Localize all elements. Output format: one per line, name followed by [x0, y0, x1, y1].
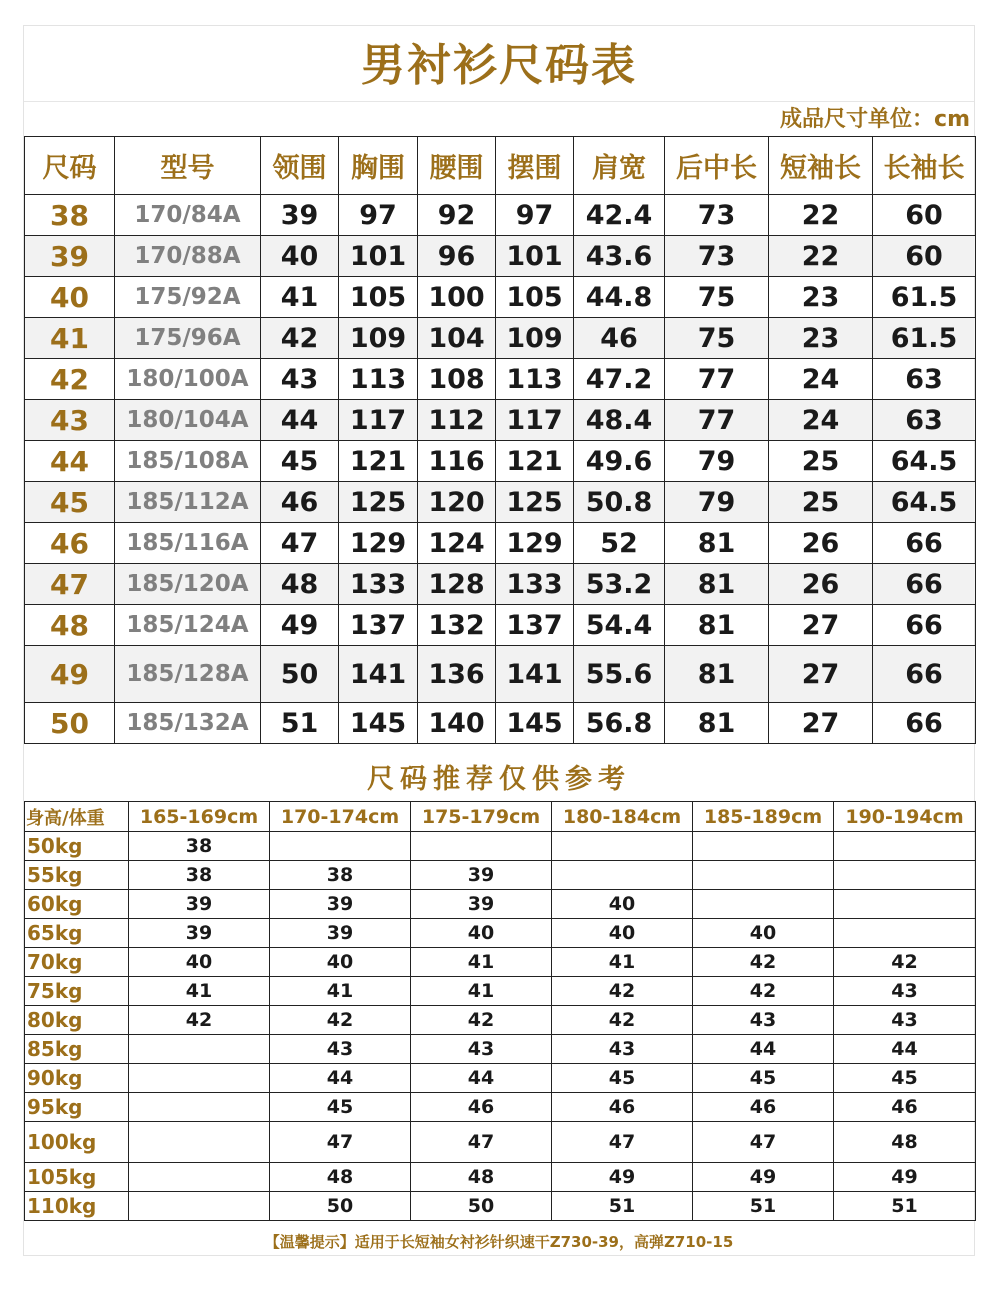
measure-cell: 97: [339, 195, 418, 236]
size-table: [24, 136, 976, 744]
recommended-size-cell: 45: [834, 1064, 976, 1093]
model-cell: 185/124A: [115, 605, 261, 646]
recommended-size-cell: 50: [270, 1192, 411, 1221]
table-row: [25, 236, 976, 277]
measure-cell: 100: [418, 277, 496, 318]
measure-cell: 132: [418, 605, 496, 646]
measure-cell: 23: [769, 277, 873, 318]
size-cell: 46: [25, 523, 115, 564]
measure-cell: 40: [261, 236, 339, 277]
size-cell: 38: [25, 195, 115, 236]
recommended-size-cell: 38: [129, 832, 270, 861]
weight-cell: 80kg: [25, 1006, 129, 1035]
measure-cell: 101: [339, 236, 418, 277]
measure-cell: 64.5: [873, 482, 976, 523]
measure-cell: 63: [873, 359, 976, 400]
measure-cell: 141: [496, 646, 574, 703]
measure-cell: 56.8: [574, 703, 665, 744]
weight-cell: 70kg: [25, 948, 129, 977]
measure-cell: 105: [339, 277, 418, 318]
measure-cell: 81: [665, 703, 769, 744]
title-divider: [24, 101, 974, 102]
recommended-size-cell: 43: [834, 1006, 976, 1035]
recommended-size-cell: 43: [834, 977, 976, 1006]
recommended-size-cell: 41: [129, 977, 270, 1006]
recommended-size-cell: 42: [411, 1006, 552, 1035]
recommended-size-cell: 43: [411, 1035, 552, 1064]
measure-cell: 64.5: [873, 441, 976, 482]
recommended-size-cell: 43: [693, 1006, 834, 1035]
recommended-size-cell: [129, 1192, 270, 1221]
recommended-size-cell: [693, 832, 834, 861]
recommended-size-cell: 51: [834, 1192, 976, 1221]
measure-cell: 22: [769, 195, 873, 236]
weight-cell: 75kg: [25, 977, 129, 1006]
table-row: [25, 1122, 976, 1163]
weight-cell: 95kg: [25, 1093, 129, 1122]
size-header-cell: 长袖长: [873, 137, 976, 195]
recommended-size-cell: 47: [552, 1122, 693, 1163]
measure-cell: 53.2: [574, 564, 665, 605]
measure-cell: 129: [339, 523, 418, 564]
measure-cell: 101: [496, 236, 574, 277]
measure-cell: 121: [496, 441, 574, 482]
measure-cell: 60: [873, 195, 976, 236]
table-row: [25, 1163, 976, 1192]
measure-cell: 129: [496, 523, 574, 564]
table-row: [25, 1093, 976, 1122]
table-row: [25, 482, 976, 523]
recommended-size-cell: 39: [411, 861, 552, 890]
measure-cell: 116: [418, 441, 496, 482]
recommended-size-cell: [270, 832, 411, 861]
recommended-size-cell: [834, 919, 976, 948]
size-header-cell: 腰围: [418, 137, 496, 195]
measure-cell: 140: [418, 703, 496, 744]
recommended-size-cell: 40: [552, 890, 693, 919]
measure-cell: 133: [339, 564, 418, 605]
recommended-size-cell: 41: [411, 977, 552, 1006]
table-row: [25, 948, 976, 977]
size-cell: 49: [25, 646, 115, 703]
recommended-size-cell: 40: [552, 919, 693, 948]
recommended-size-cell: 41: [552, 948, 693, 977]
recommended-size-cell: [834, 890, 976, 919]
measure-cell: 73: [665, 236, 769, 277]
height-range-header: 165-169cm: [129, 802, 270, 832]
model-cell: 170/84A: [115, 195, 261, 236]
recommended-size-cell: 42: [693, 948, 834, 977]
recommended-size-cell: 47: [693, 1122, 834, 1163]
measure-cell: 47.2: [574, 359, 665, 400]
weight-cell: 105kg: [25, 1163, 129, 1192]
measure-cell: 81: [665, 564, 769, 605]
measure-cell: 26: [769, 564, 873, 605]
recommended-size-cell: 45: [552, 1064, 693, 1093]
model-cell: 185/120A: [115, 564, 261, 605]
measure-cell: 43.6: [574, 236, 665, 277]
recommended-size-cell: 39: [270, 890, 411, 919]
recommended-size-cell: [552, 832, 693, 861]
measure-cell: 42.4: [574, 195, 665, 236]
recommended-size-cell: 42: [693, 977, 834, 1006]
measure-cell: 49.6: [574, 441, 665, 482]
recommended-size-cell: 41: [411, 948, 552, 977]
recommended-size-cell: 48: [270, 1163, 411, 1192]
recommended-size-cell: 40: [411, 919, 552, 948]
measure-cell: 45: [261, 441, 339, 482]
measure-cell: 63: [873, 400, 976, 441]
measure-cell: 46: [261, 482, 339, 523]
height-weight-corner: 身高/体重: [25, 802, 129, 832]
size-cell: 43: [25, 400, 115, 441]
table-row: [25, 1064, 976, 1093]
recommended-size-cell: 41: [270, 977, 411, 1006]
table-row: [25, 977, 976, 1006]
measure-cell: 55.6: [574, 646, 665, 703]
measure-cell: 66: [873, 564, 976, 605]
height-range-header: 175-179cm: [411, 802, 552, 832]
model-cell: 170/88A: [115, 236, 261, 277]
model-cell: 175/96A: [115, 318, 261, 359]
recommended-size-cell: [129, 1064, 270, 1093]
weight-cell: 50kg: [25, 832, 129, 861]
recommended-size-cell: 42: [552, 1006, 693, 1035]
recommended-size-cell: 42: [834, 948, 976, 977]
measure-cell: 124: [418, 523, 496, 564]
table-row: [25, 1035, 976, 1064]
measure-cell: 61.5: [873, 318, 976, 359]
recommended-size-cell: 51: [552, 1192, 693, 1221]
table-row: [25, 1006, 976, 1035]
table-row: [25, 861, 976, 890]
table-row: [25, 919, 976, 948]
size-header-cell: 型号: [115, 137, 261, 195]
recommended-size-cell: 39: [411, 890, 552, 919]
model-cell: 180/104A: [115, 400, 261, 441]
recommended-size-cell: 51: [693, 1192, 834, 1221]
measure-cell: 105: [496, 277, 574, 318]
measure-cell: 81: [665, 646, 769, 703]
recommended-size-cell: [129, 1163, 270, 1192]
size-cell: 47: [25, 564, 115, 605]
size-cell: 50: [25, 703, 115, 744]
measure-cell: 27: [769, 703, 873, 744]
measure-cell: 79: [665, 441, 769, 482]
recommended-size-cell: [693, 861, 834, 890]
height-range-header: 190-194cm: [834, 802, 976, 832]
measure-cell: 66: [873, 523, 976, 564]
measure-cell: 25: [769, 441, 873, 482]
recommended-size-cell: [834, 861, 976, 890]
recommended-size-cell: [693, 890, 834, 919]
size-header-cell: 短袖长: [769, 137, 873, 195]
measure-cell: 23: [769, 318, 873, 359]
measure-cell: 125: [339, 482, 418, 523]
measure-cell: 44.8: [574, 277, 665, 318]
recommendation-table: [24, 801, 976, 1221]
measure-cell: 128: [418, 564, 496, 605]
measure-cell: 27: [769, 646, 873, 703]
measure-cell: 41: [261, 277, 339, 318]
measure-cell: 26: [769, 523, 873, 564]
measure-cell: 113: [496, 359, 574, 400]
height-range-header: 185-189cm: [693, 802, 834, 832]
recommended-size-cell: 47: [270, 1122, 411, 1163]
measure-cell: 79: [665, 482, 769, 523]
height-range-header: 170-174cm: [270, 802, 411, 832]
recommended-size-cell: 42: [129, 1006, 270, 1035]
measure-cell: 117: [339, 400, 418, 441]
measure-cell: 117: [496, 400, 574, 441]
model-cell: 175/92A: [115, 277, 261, 318]
recommended-size-cell: 42: [552, 977, 693, 1006]
measure-cell: 145: [339, 703, 418, 744]
recommended-size-cell: 40: [129, 948, 270, 977]
recommendation-table-header: [25, 802, 976, 832]
measure-cell: 113: [339, 359, 418, 400]
measure-cell: 66: [873, 605, 976, 646]
weight-cell: 100kg: [25, 1122, 129, 1163]
measure-cell: 50.8: [574, 482, 665, 523]
table-row: [25, 400, 976, 441]
measure-cell: 47: [261, 523, 339, 564]
measure-cell: 54.4: [574, 605, 665, 646]
measure-cell: 52: [574, 523, 665, 564]
recommended-size-cell: [411, 832, 552, 861]
measure-cell: 60: [873, 236, 976, 277]
recommended-size-cell: 46: [552, 1093, 693, 1122]
size-header-cell: 摆围: [496, 137, 574, 195]
measure-cell: 96: [418, 236, 496, 277]
weight-cell: 90kg: [25, 1064, 129, 1093]
measure-cell: 104: [418, 318, 496, 359]
measure-cell: 48.4: [574, 400, 665, 441]
table-row: [25, 832, 976, 861]
size-table-header: [25, 137, 976, 195]
recommended-size-cell: 46: [693, 1093, 834, 1122]
model-cell: 185/108A: [115, 441, 261, 482]
measure-cell: 137: [496, 605, 574, 646]
model-cell: 185/112A: [115, 482, 261, 523]
measure-cell: 97: [496, 195, 574, 236]
measure-cell: 44: [261, 400, 339, 441]
recommended-size-cell: [129, 1093, 270, 1122]
size-cell: 42: [25, 359, 115, 400]
recommended-size-cell: 44: [411, 1064, 552, 1093]
measure-cell: 42: [261, 318, 339, 359]
size-cell: 41: [25, 318, 115, 359]
height-range-header: 180-184cm: [552, 802, 693, 832]
measure-cell: 75: [665, 318, 769, 359]
table-row: [25, 1192, 976, 1221]
weight-cell: 110kg: [25, 1192, 129, 1221]
recommended-size-cell: 48: [834, 1122, 976, 1163]
measure-cell: 92: [418, 195, 496, 236]
recommended-size-cell: 49: [834, 1163, 976, 1192]
table-row: [25, 523, 976, 564]
size-cell: 48: [25, 605, 115, 646]
recommended-size-cell: 45: [270, 1093, 411, 1122]
table-row: [25, 890, 976, 919]
size-cell: 39: [25, 236, 115, 277]
weight-cell: 85kg: [25, 1035, 129, 1064]
measure-cell: 141: [339, 646, 418, 703]
recommended-size-cell: 44: [693, 1035, 834, 1064]
weight-cell: 60kg: [25, 890, 129, 919]
measure-cell: 39: [261, 195, 339, 236]
measure-cell: 22: [769, 236, 873, 277]
measure-cell: 133: [496, 564, 574, 605]
table-row: [25, 703, 976, 744]
measure-cell: 109: [339, 318, 418, 359]
recommended-size-cell: [552, 861, 693, 890]
table-row: [25, 564, 976, 605]
recommended-size-cell: 44: [270, 1064, 411, 1093]
model-cell: 185/128A: [115, 646, 261, 703]
recommended-size-cell: 46: [834, 1093, 976, 1122]
measure-cell: 77: [665, 359, 769, 400]
table-row: [25, 605, 976, 646]
measure-cell: 66: [873, 703, 976, 744]
measure-cell: 24: [769, 359, 873, 400]
recommended-size-cell: 39: [129, 919, 270, 948]
measure-cell: 66: [873, 646, 976, 703]
measure-cell: 24: [769, 400, 873, 441]
size-cell: 45: [25, 482, 115, 523]
table-row: [25, 441, 976, 482]
recommended-size-cell: 38: [129, 861, 270, 890]
recommended-size-cell: 40: [270, 948, 411, 977]
recommended-size-cell: [834, 832, 976, 861]
measure-cell: 50: [261, 646, 339, 703]
measure-cell: 48: [261, 564, 339, 605]
recommended-size-cell: [129, 1035, 270, 1064]
measure-cell: 120: [418, 482, 496, 523]
recommended-size-cell: 46: [411, 1093, 552, 1122]
measure-cell: 109: [496, 318, 574, 359]
table-row: [25, 359, 976, 400]
recommended-size-cell: 48: [411, 1163, 552, 1192]
recommended-size-cell: 47: [411, 1122, 552, 1163]
tip-note: 【温馨提示】适用于长短袖女衬衫针织速干Z730-39，高弹Z710-15: [264, 1233, 734, 1251]
recommended-size-cell: 42: [270, 1006, 411, 1035]
recommended-size-cell: 50: [411, 1192, 552, 1221]
measure-cell: 27: [769, 605, 873, 646]
weight-cell: 55kg: [25, 861, 129, 890]
measure-cell: 25: [769, 482, 873, 523]
size-cell: 40: [25, 277, 115, 318]
recommended-size-cell: 40: [693, 919, 834, 948]
measure-cell: 121: [339, 441, 418, 482]
table-row: [25, 318, 976, 359]
measure-cell: 75: [665, 277, 769, 318]
recommended-size-cell: 44: [834, 1035, 976, 1064]
weight-cell: 65kg: [25, 919, 129, 948]
model-cell: 185/116A: [115, 523, 261, 564]
measure-cell: 137: [339, 605, 418, 646]
measure-cell: 43: [261, 359, 339, 400]
measure-cell: 81: [665, 523, 769, 564]
size-header-cell: 胸围: [339, 137, 418, 195]
recommended-size-cell: 43: [270, 1035, 411, 1064]
recommended-size-cell: 43: [552, 1035, 693, 1064]
measure-cell: 51: [261, 703, 339, 744]
model-cell: 180/100A: [115, 359, 261, 400]
table-row: [25, 277, 976, 318]
size-header-cell: 尺码: [25, 137, 115, 195]
recommended-size-cell: 49: [552, 1163, 693, 1192]
measure-cell: 136: [418, 646, 496, 703]
recommended-size-cell: 39: [129, 890, 270, 919]
recommended-size-cell: [129, 1122, 270, 1163]
size-header-cell: 后中长: [665, 137, 769, 195]
size-header-cell: 肩宽: [574, 137, 665, 195]
measure-cell: 125: [496, 482, 574, 523]
measure-cell: 145: [496, 703, 574, 744]
recommended-size-cell: 39: [270, 919, 411, 948]
measure-cell: 61.5: [873, 277, 976, 318]
recommendation-title: 尺码推荐仅供参考: [367, 764, 631, 795]
measure-cell: 73: [665, 195, 769, 236]
unit-note: 成品尺寸单位：cm: [780, 107, 970, 132]
recommended-size-cell: 45: [693, 1064, 834, 1093]
table-row: [25, 646, 976, 703]
recommended-size-cell: 49: [693, 1163, 834, 1192]
measure-cell: 108: [418, 359, 496, 400]
measure-cell: 112: [418, 400, 496, 441]
measure-cell: 46: [574, 318, 665, 359]
model-cell: 185/132A: [115, 703, 261, 744]
recommended-size-cell: 38: [270, 861, 411, 890]
measure-cell: 49: [261, 605, 339, 646]
size-cell: 44: [25, 441, 115, 482]
table-row: [25, 195, 976, 236]
measure-cell: 81: [665, 605, 769, 646]
measure-cell: 77: [665, 400, 769, 441]
page-title: 男衬衫尺码表: [361, 40, 637, 91]
size-header-cell: 领围: [261, 137, 339, 195]
